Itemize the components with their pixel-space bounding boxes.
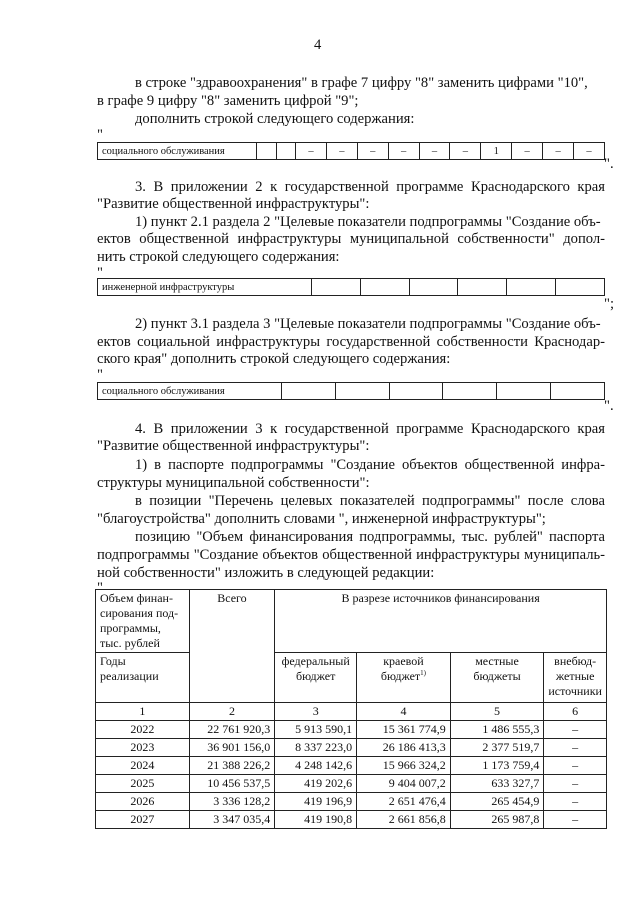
- table-cell: –: [388, 143, 419, 160]
- table-cell: [556, 279, 605, 296]
- quote-mark: ": [97, 367, 103, 383]
- paragraph-line: 2) пункт 3.1 раздела 3 "Целевые показатели подпрограммы "Создание объ-: [135, 316, 601, 332]
- year-cell: 2027: [96, 811, 190, 829]
- header-years: Годы реализации: [96, 653, 190, 703]
- header-total: Всего: [189, 590, 274, 703]
- social-service-row-table-2: [97, 382, 605, 400]
- amount-cell: 2 651 476,4: [357, 793, 451, 811]
- header-extra: внебюд- жетные источники: [544, 653, 607, 703]
- quote-close: ".: [604, 156, 614, 172]
- financing-table: [95, 589, 607, 829]
- table-cell: [335, 383, 389, 400]
- paragraph-line: ной собственности" изложить в следующей редакции:: [97, 565, 435, 581]
- paragraph-line: 1) пункт 2.1 раздела 2 "Целевые показатели подпрограммы "Создание объ-: [135, 214, 601, 230]
- table-row: [96, 739, 607, 757]
- amount-cell: 633 327,7: [450, 775, 544, 793]
- quote-mark: ": [97, 580, 103, 596]
- header-volume: Объем финан- сирования под- программы, тыс. рублей: [96, 590, 190, 653]
- paragraph-line: ектов общественной инфраструктуры муниципальной собственности" допол-: [97, 231, 605, 247]
- row-label: социального обслуживания: [98, 383, 282, 400]
- col-number: 2: [189, 703, 274, 721]
- col-number: 1: [96, 703, 190, 721]
- paragraph-line: подпрограммы "Создание объектов общественной инфраструктуры муниципаль-: [97, 547, 605, 563]
- paragraph-line: ского края" дополнить строкой следующего содержания:: [97, 351, 451, 367]
- amount-cell: –: [544, 793, 607, 811]
- table-cell: –: [326, 143, 357, 160]
- amount-cell: –: [544, 721, 607, 739]
- amount-cell: 26 186 413,3: [357, 739, 451, 757]
- table-cell: [443, 383, 497, 400]
- table-cell: –: [543, 143, 574, 160]
- year-cell: 2026: [96, 793, 190, 811]
- amount-cell: 3 347 035,4: [189, 811, 274, 829]
- amount-cell: 1 173 759,4: [450, 757, 544, 775]
- col-number: 3: [275, 703, 357, 721]
- table-cell: 1: [481, 143, 512, 160]
- year-cell: 2022: [96, 721, 190, 739]
- header-local: местные бюджеты: [450, 653, 544, 703]
- amount-cell: 8 337 223,0: [275, 739, 357, 757]
- paragraph-line: структуры муниципальной собственности":: [97, 475, 370, 491]
- table-cell: [360, 279, 409, 296]
- engineering-row-table: [97, 278, 605, 296]
- paragraph-line: дополнить строкой следующего содержания:: [135, 111, 415, 127]
- amount-cell: 3 336 128,2: [189, 793, 274, 811]
- table-cell: [551, 383, 605, 400]
- paragraph-line: "благоустройства" дополнить словами ", инженерной инфраструктуры";: [97, 511, 546, 527]
- year-cell: 2024: [96, 757, 190, 775]
- table-cell: [312, 279, 361, 296]
- amount-cell: 419 202,6: [275, 775, 357, 793]
- amount-cell: 36 901 156,0: [189, 739, 274, 757]
- paragraph-line: 1) в паспорте подпрограммы "Создание объектов общественной инфра-: [135, 457, 605, 473]
- table-cell: [497, 383, 551, 400]
- header-sources: В разрезе источников финансирования: [275, 590, 607, 653]
- table-row: [96, 757, 607, 775]
- amount-cell: 10 456 537,5: [189, 775, 274, 793]
- row-label: социального обслуживания: [98, 143, 257, 160]
- social-service-row-table: [97, 142, 605, 160]
- table-cell: –: [419, 143, 450, 160]
- col-number: 4: [357, 703, 451, 721]
- page-number: 4: [314, 37, 322, 53]
- paragraph-line: в строке "здравоохранения" в графе 7 цифру "8" заменить цифрами "10",: [135, 75, 588, 91]
- table-row: [96, 775, 607, 793]
- paragraph-line: 4. В приложении 3 к государственной программе Краснодарского края: [135, 421, 605, 437]
- table-cell: –: [574, 143, 605, 160]
- amount-cell: –: [544, 775, 607, 793]
- amount-cell: 2 377 519,7: [450, 739, 544, 757]
- amount-cell: 1 486 555,3: [450, 721, 544, 739]
- table-cell: [409, 279, 458, 296]
- table-cell: [282, 383, 336, 400]
- amount-cell: 2 661 856,8: [357, 811, 451, 829]
- quote-mark: ": [97, 265, 103, 281]
- quote-mark: ": [97, 127, 103, 143]
- table-cell: [276, 143, 296, 160]
- amount-cell: 5 913 590,1: [275, 721, 357, 739]
- paragraph-line: ектов социальной инфраструктуры государственной собственности Краснодар-: [97, 334, 605, 350]
- amount-cell: 265 987,8: [450, 811, 544, 829]
- table-row: [96, 811, 607, 829]
- amount-cell: 265 454,9: [450, 793, 544, 811]
- table-cell: –: [450, 143, 481, 160]
- col-number: 5: [450, 703, 544, 721]
- amount-cell: 22 761 920,3: [189, 721, 274, 739]
- table-cell: –: [296, 143, 327, 160]
- amount-cell: 4 248 142,6: [275, 757, 357, 775]
- paragraph-line: в графе 9 цифру "8" заменить цифрой "9";: [97, 93, 359, 109]
- paragraph-line: позицию "Объем финансирования подпрограммы, тыс. рублей" паспорта: [135, 529, 605, 545]
- amount-cell: –: [544, 739, 607, 757]
- table-cell: [507, 279, 556, 296]
- amount-cell: 21 388 226,2: [189, 757, 274, 775]
- amount-cell: –: [544, 811, 607, 829]
- paragraph-line: "Развитие общественной инфраструктуры":: [97, 196, 370, 212]
- quote-close: ".: [604, 398, 614, 414]
- table-cell: –: [512, 143, 543, 160]
- amount-cell: 15 966 324,2: [357, 757, 451, 775]
- amount-cell: 419 190,8: [275, 811, 357, 829]
- paragraph-line: нить строкой следующего содержания:: [97, 249, 340, 265]
- amount-cell: 15 361 774,9: [357, 721, 451, 739]
- year-cell: 2023: [96, 739, 190, 757]
- table-row: [96, 721, 607, 739]
- paragraph-line: "Развитие общественной инфраструктуры":: [97, 438, 370, 454]
- quote-close: ";: [604, 296, 615, 312]
- amount-cell: –: [544, 757, 607, 775]
- col-number: 6: [544, 703, 607, 721]
- column-numbers-row: [96, 703, 607, 721]
- paragraph-line: в позиции "Перечень целевых показателей подпрограммы" после слова: [135, 493, 605, 509]
- table-row: [96, 793, 607, 811]
- header-regional: краевой бюджет$^{1)}$: [357, 653, 451, 703]
- paragraph-line: 3. В приложении 2 к государственной программе Краснодарского края: [135, 179, 605, 195]
- table-cell: [389, 383, 443, 400]
- year-cell: 2025: [96, 775, 190, 793]
- row-label: инженерной инфраструктуры: [98, 279, 312, 296]
- header-federal: федеральный бюджет: [275, 653, 357, 703]
- amount-cell: 9 404 007,2: [357, 775, 451, 793]
- table-cell: [458, 279, 507, 296]
- table-cell: –: [357, 143, 388, 160]
- table-cell: [257, 143, 277, 160]
- amount-cell: 419 196,9: [275, 793, 357, 811]
